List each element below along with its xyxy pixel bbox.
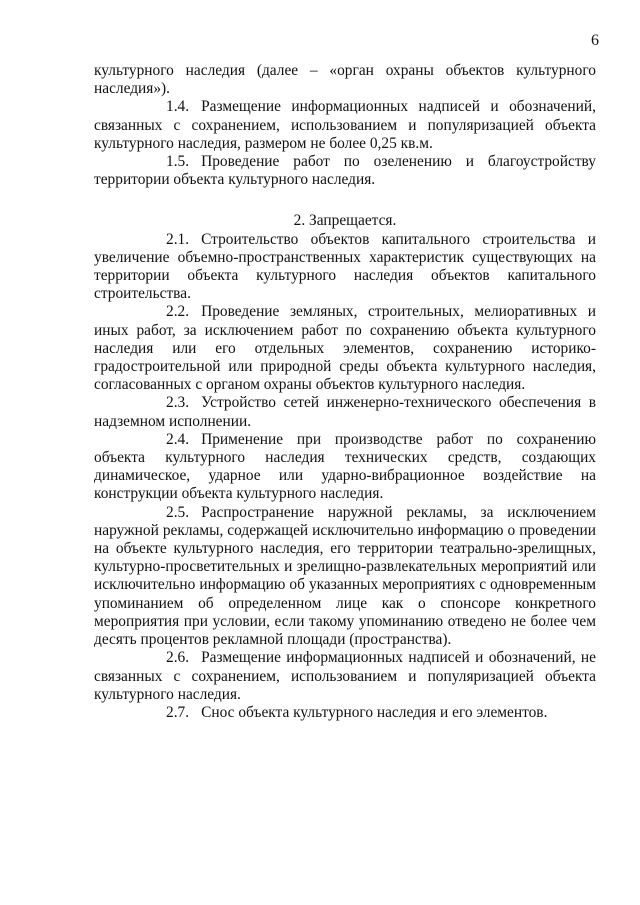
paragraph-2-4	[94, 431, 596, 504]
paragraph-number: 2.5.	[166, 503, 190, 521]
paragraph-number: 2.3.	[166, 394, 190, 412]
paragraph-text: культурного наследия (далее – «орган охраны объектов культурного наследия»).	[94, 62, 596, 98]
paragraph-continuation	[94, 62, 596, 98]
paragraph-number: 2.4.	[166, 430, 190, 448]
paragraph-1-4	[94, 98, 596, 153]
paragraph-text: Размещение информационных надписей и обозначений, не связанных с сохранением, использованием и популяризацией объекта культурного наследия.	[94, 649, 596, 703]
paragraph-2-7	[94, 704, 596, 722]
paragraph-number: 2.1.	[166, 230, 190, 248]
paragraph-text: Размещение информационных надписей и обозначений, связанных с сохранением, использованием и популяризацией объекта культурного наследия, размером не более 0,25 кв.м.	[94, 98, 596, 152]
paragraph-2-1	[94, 231, 596, 304]
paragraph-number: 2.7.	[166, 703, 190, 721]
page-number: 6	[591, 32, 599, 49]
section-heading: 2. Запрещается.	[293, 212, 397, 230]
paragraph-number: 2.2.	[166, 303, 190, 321]
paragraph-2-5	[94, 504, 596, 650]
paragraph-2-6	[94, 649, 596, 704]
paragraph-number: 1.5.	[166, 153, 190, 171]
paragraph-text: Снос объекта культурного наследия и его элементов.	[201, 703, 548, 721]
paragraph-1-5	[94, 153, 596, 189]
paragraph-number: 1.4.	[166, 98, 190, 116]
document-body	[94, 62, 596, 722]
paragraph-text: Проведение земляных, строительных, мелиоративных и иных работ, за исключением работ по сохранению объекта культурного наследия или его отдельных элементов, сохранению историко-градостроительной или природной среды объекта культурного наследия, согласованных с органом охраны объектов культурного наследия.	[94, 303, 596, 394]
paragraph-2-3	[94, 394, 596, 430]
paragraph-text: Распространение наружной рекламы, за исключением наружной рекламы, содержащей исключительно информацию о проведении на объекте культурного наследия, его территории театрально-зрелищных, культурно-просветительных и зрелищно-развлекательных мероприятий или исключительно информацию об указанных мероприятиях с одновременным упоминанием об определенном лице как о спонсоре конкретного мероприятия при условии, если такому упоминанию отведено не более чем десять процентов рекламной площади (пространства).	[94, 503, 596, 649]
paragraph-text: Устройство сетей инженерно-технического обеспечения в надземном исполнении.	[94, 394, 596, 430]
paragraph-number: 2.6.	[166, 649, 190, 667]
paragraph-text: Применение при производстве работ по сохранению объекта культурного наследия технических средств, создающих динамическое, ударное или ударно-вибрационное воздействие на конструкции объекта культурного наследия.	[94, 430, 596, 503]
paragraph-2-2	[94, 303, 596, 394]
paragraph-text: Строительство объектов капитального строительства и увеличение объемно-пространственных характеристик существующих на территории объекта культурного наследия объектов капитального строительства.	[94, 230, 596, 303]
paragraph-text: Проведение работ по озеленению и благоустройству территории объекта культурного наследия.	[94, 153, 596, 189]
